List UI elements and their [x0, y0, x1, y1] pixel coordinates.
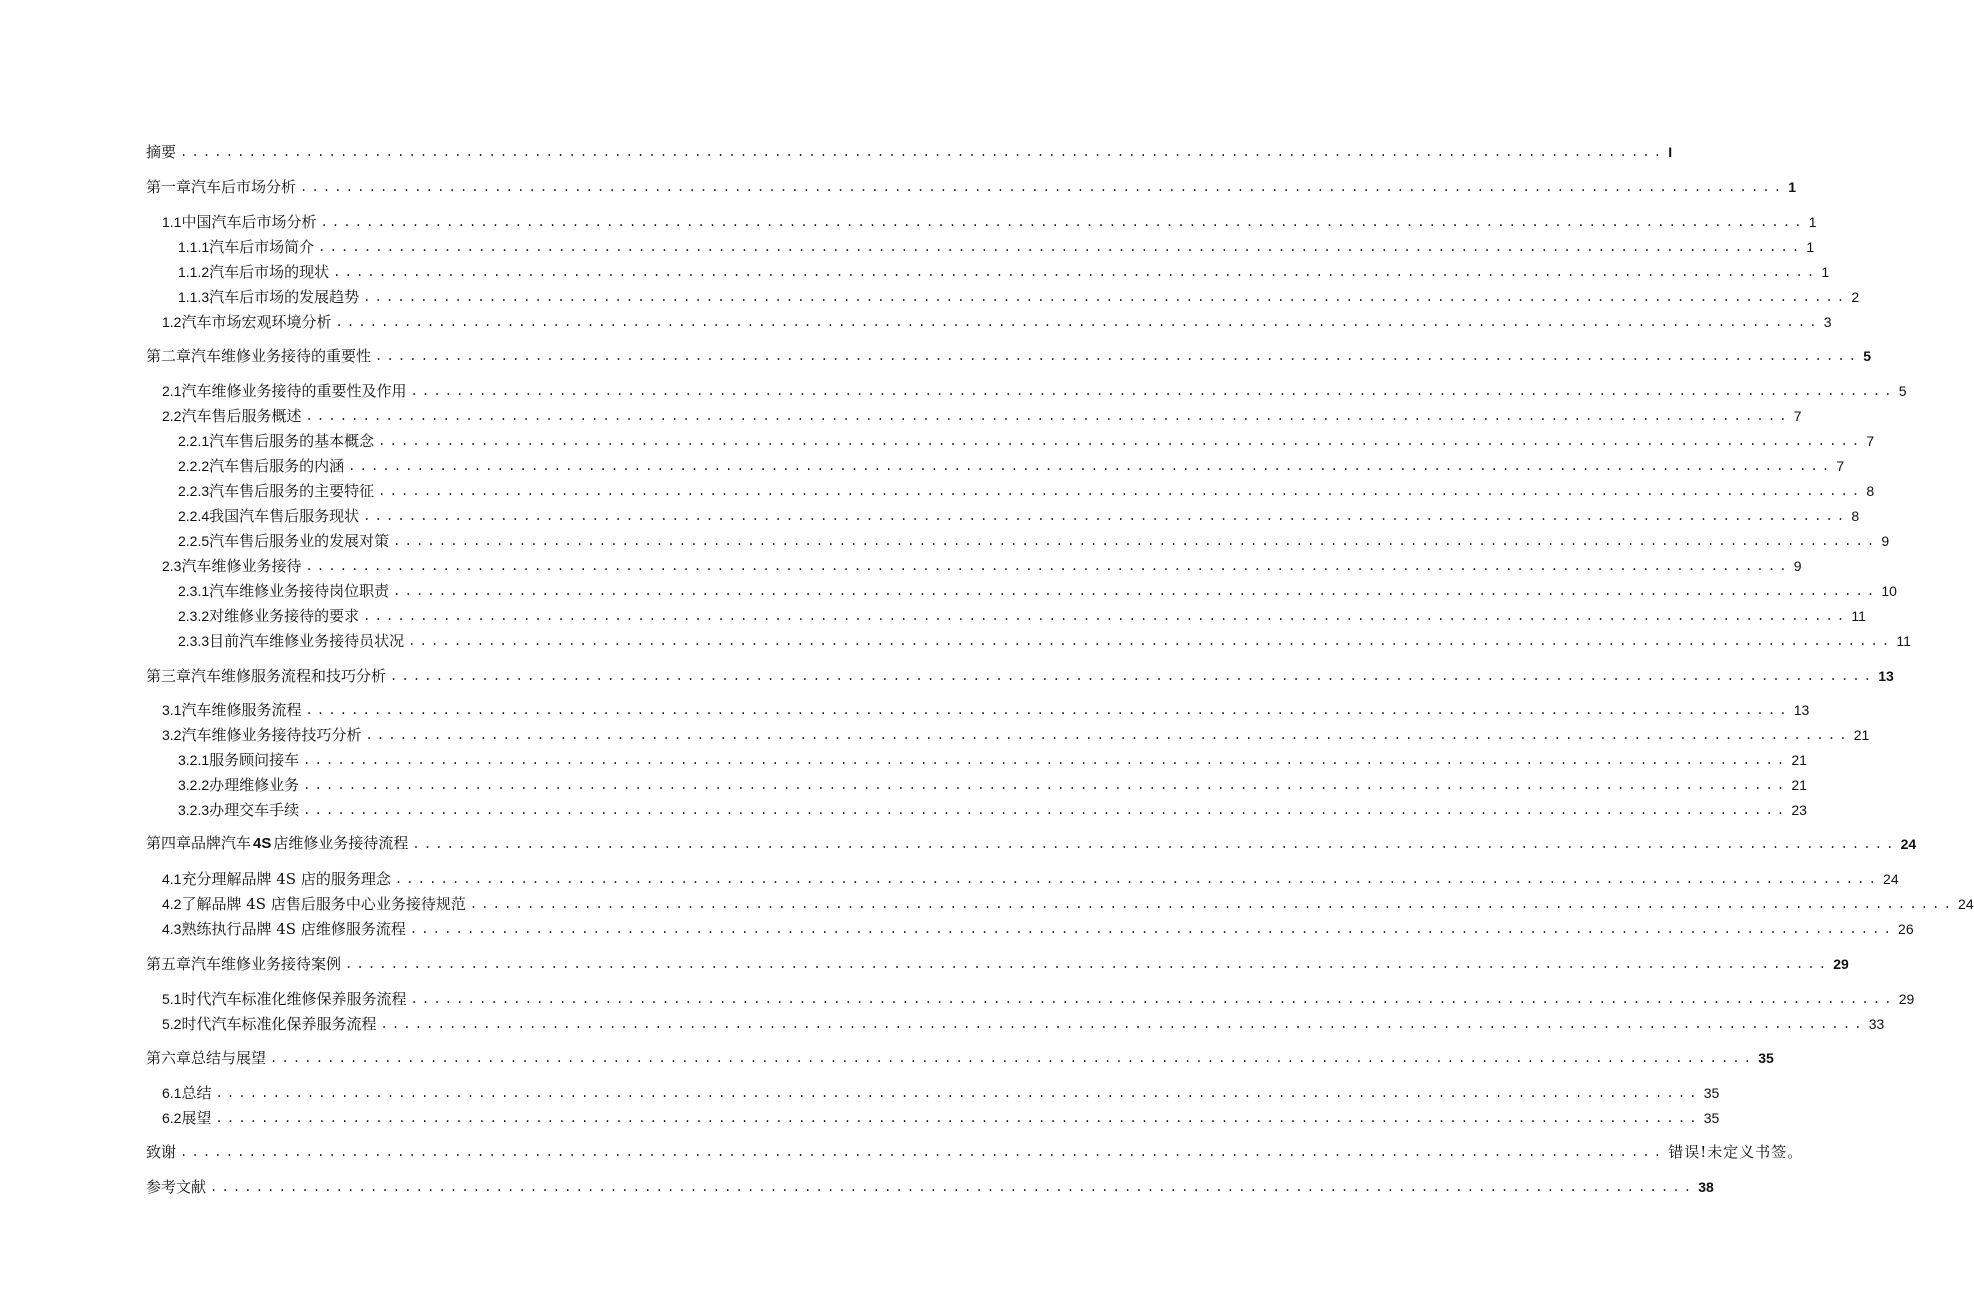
toc-entry-label: 服务顾问接车	[209, 751, 300, 769]
toc-entry-label: 第一章汽车后市场分析	[146, 178, 297, 196]
toc-entry-number: 2.1	[162, 383, 182, 399]
toc-entry-section[interactable]	[162, 376, 1907, 400]
leader-dots: ..................................................................................................................................	[305, 703, 1791, 717]
toc-entry-page: 35	[1703, 1110, 1720, 1126]
toc-entry-number: 3.2.1	[178, 752, 210, 768]
toc-entry-page: 13	[1878, 668, 1894, 684]
toc-entry-page: 35	[1758, 1050, 1774, 1066]
leader-dots: ..................................................................................................................................	[303, 803, 1789, 817]
toc-entry-label-4s: 4S	[253, 835, 272, 852]
toc-entry-label: 充分理解品牌 4S 店的服务理念	[181, 870, 391, 888]
leader-dots: ..................................................................................................................................	[380, 1017, 1866, 1031]
toc-entry-number: 3.1	[162, 702, 182, 718]
toc-entry-subsection[interactable]	[178, 576, 1897, 600]
leader-dots: ..................................................................................................................................	[180, 145, 1666, 159]
toc-entry-label: 我国汽车售后服务现状	[209, 507, 360, 525]
toc-entry-subsection[interactable]	[178, 426, 1875, 450]
leader-dots: ..................................................................................................................................	[305, 559, 1791, 573]
toc-entry-page: 1	[1808, 214, 1817, 230]
toc-entry-page: 9	[1793, 558, 1802, 574]
toc-entry-page: 7	[1866, 433, 1875, 449]
toc-entry-label: 汽车维修业务接待岗位职责	[209, 582, 390, 600]
toc-entry-label: 汽车市场宏观环境分析	[181, 313, 332, 331]
toc-entry-page: 8	[1851, 508, 1860, 524]
toc-entry-page: 21	[1791, 777, 1807, 793]
toc-entry-number: 2.2.2	[178, 458, 210, 474]
toc-entry-section[interactable]	[162, 1078, 1720, 1102]
toc-entry-page: 7	[1793, 408, 1802, 424]
toc-entry-subsection[interactable]	[178, 795, 1807, 819]
toc-entry-number: 6.1	[162, 1085, 182, 1101]
toc-entry-section[interactable]	[162, 307, 1832, 331]
toc-entry-section[interactable]	[162, 720, 1870, 744]
toc-entry-section[interactable]	[162, 984, 1915, 1008]
toc-entry-number: 2.2	[162, 408, 182, 424]
toc-entry-subsection[interactable]	[178, 745, 1807, 769]
toc-entry-page: I	[1668, 144, 1673, 160]
toc-entry-label: 汽车维修业务接待	[181, 557, 302, 575]
toc-entry-label: 致谢	[146, 1143, 177, 1161]
toc-entry-page-error: 错误!未定义书签。	[1668, 1143, 1804, 1161]
toc-entry-label	[146, 834, 408, 853]
leader-dots: ..................................................................................................................................	[305, 409, 1791, 423]
toc-entry-page: 7	[1836, 458, 1845, 474]
toc-entry-page: 8	[1866, 483, 1875, 499]
leader-dots: ..................................................................................................................................	[363, 609, 1849, 623]
toc-entry-page: 5	[1898, 383, 1907, 399]
leader-dots: ..................................................................................................................................	[408, 634, 1894, 648]
toc-entry-page: 38	[1698, 1179, 1714, 1195]
toc-entry-label: 第三章汽车维修服务流程和技巧分析	[146, 667, 387, 685]
toc-entry-label: 参考文献	[146, 1178, 207, 1196]
toc-entry-subsection[interactable]	[178, 282, 1860, 306]
leader-dots: ..................................................................................................................................	[469, 897, 1956, 911]
toc-entry-label: 汽车售后服务的基本概念	[209, 432, 375, 450]
toc-entry-section[interactable]	[162, 695, 1810, 719]
toc-entry-section[interactable]	[162, 1103, 1720, 1127]
toc-entry-number: 1.1.1	[178, 239, 210, 255]
toc-entry-label: 第二章汽车维修业务接待的重要性	[146, 347, 372, 365]
toc-entry-number: 3.2	[162, 727, 182, 743]
toc-entry-label: 中国汽车后市场分析	[181, 213, 317, 231]
toc-entry-page: 21	[1791, 752, 1807, 768]
leader-dots: ..................................................................................................................................	[270, 1051, 1756, 1065]
leader-dots: ..................................................................................................................................	[303, 753, 1789, 767]
toc-entry-number: 2.2.1	[178, 433, 210, 449]
toc-entry-label: 汽车后市场简介	[209, 238, 315, 256]
toc-entry-label: 第五章汽车维修业务接待案例	[146, 955, 342, 973]
toc-entry-section[interactable]	[162, 207, 1817, 231]
toc-entry-page: 1	[1806, 239, 1815, 255]
toc-entry-page: 11	[1851, 608, 1866, 624]
toc-entry-section[interactable]	[162, 401, 1802, 425]
leader-dots: ..................................................................................................................................	[412, 837, 1898, 851]
toc-entry-chapter-3[interactable]	[146, 661, 1894, 685]
toc-entry-label-part: 店维修业务接待流程	[273, 834, 409, 852]
toc-entry-number: 2.2.3	[178, 483, 210, 499]
toc-entry-abstract[interactable]	[146, 137, 1673, 161]
toc-entry-subsection[interactable]	[178, 451, 1845, 475]
toc-entry-section[interactable]	[162, 864, 1899, 888]
toc-entry-number: 3.2.2	[178, 777, 210, 793]
leader-dots: ..................................................................................................................................	[393, 584, 1879, 598]
toc-entry-label: 汽车售后服务的主要特征	[209, 482, 375, 500]
toc-entry-page: 33	[1868, 1016, 1885, 1032]
toc-entry-page: 21	[1853, 727, 1870, 743]
toc-entry-label: 汽车售后服务业的发展对策	[209, 532, 390, 550]
toc-entry-label: 汽车后市场的现状	[209, 263, 330, 281]
toc-entry-number: 2.2.4	[178, 508, 210, 524]
toc-entry-number: 6.2	[162, 1110, 182, 1126]
leader-dots: ..................................................................................................................................	[363, 290, 1849, 304]
toc-entry-chapter-5[interactable]	[146, 949, 1849, 973]
toc-entry-page: 23	[1791, 802, 1807, 818]
toc-entry-label: 汽车后市场的发展趋势	[209, 288, 360, 306]
toc-entry-subsection[interactable]	[178, 257, 1830, 281]
toc-entry-page: 10	[1881, 583, 1897, 599]
toc-entry-number: 5.1	[162, 991, 182, 1007]
toc-entry-label: 熟练执行品牌 4S 店维修服务流程	[181, 920, 406, 938]
toc-entry-subsection[interactable]	[178, 476, 1875, 500]
toc-entry-chapter-1[interactable]	[146, 172, 1797, 196]
toc-entry-label: 时代汽车标准化维修保养服务流程	[181, 990, 407, 1008]
toc-entry-label: 汽车售后服务的内涵	[209, 457, 345, 475]
toc-entry-number: 5.2	[162, 1016, 182, 1032]
toc-entry-page: 3	[1823, 314, 1832, 330]
leader-dots: ..................................................................................................................................	[215, 1086, 1701, 1100]
toc-entry-label-part: 第四章品牌汽车	[146, 834, 252, 852]
toc-entry-subsection[interactable]	[178, 770, 1807, 794]
toc-entry-acknowledgements[interactable]	[146, 1137, 1804, 1161]
toc-entry-label: 办理交车手续	[209, 801, 300, 819]
toc-entry-page: 9	[1881, 533, 1890, 549]
toc-entry-label: 汽车维修业务接待的重要性及作用	[181, 382, 407, 400]
toc-entry-section[interactable]	[162, 551, 1802, 575]
toc-entry-number: 2.3.2	[178, 608, 210, 624]
toc-entry-label: 目前汽车维修业务接待员状况	[209, 632, 405, 650]
toc-entry-section[interactable]	[162, 1009, 1885, 1033]
leader-dots: ..................................................................................................................................	[378, 434, 1864, 448]
toc-entry-subsection[interactable]	[178, 501, 1860, 525]
leader-dots: ..................................................................................................................................	[345, 957, 1831, 971]
toc-entry-page: 29	[1833, 956, 1849, 972]
leader-dots: ..................................................................................................................................	[300, 180, 1786, 194]
toc-entry-label: 办理维修业务	[209, 776, 300, 794]
toc-entry-page: 35	[1703, 1085, 1720, 1101]
leader-dots: ..................................................................................................................................	[333, 265, 1819, 279]
toc-entry-label: 对维修业务接待的要求	[209, 607, 360, 625]
toc-entry-number: 1.1.2	[178, 264, 210, 280]
leader-dots: ..................................................................................................................................	[409, 922, 1896, 936]
toc-entry-section[interactable]	[162, 914, 1914, 938]
toc-entry-references[interactable]	[146, 1172, 1714, 1196]
toc-entry-page: 5	[1863, 348, 1872, 364]
toc-entry-label: 第六章总结与展望	[146, 1049, 267, 1067]
toc-entry-label: 汽车维修业务接待技巧分析	[181, 726, 362, 744]
toc-entry-page: 1	[1788, 179, 1797, 195]
toc-entry-label: 汽车维修服务流程	[181, 701, 302, 719]
toc-entry-number: 4.2	[162, 896, 182, 912]
leader-dots: ..................................................................................................................................	[210, 1180, 1696, 1194]
toc-entry-page: 24	[1958, 896, 1974, 912]
toc-entry-page: 24	[1883, 871, 1899, 887]
toc-entry-page: 11	[1896, 633, 1911, 649]
toc-entry-subsection[interactable]	[178, 626, 1911, 650]
toc-entry-number: 1.1	[162, 214, 182, 230]
toc-entry-label: 时代汽车标准化保养服务流程	[181, 1015, 377, 1033]
leader-dots: ..................................................................................................................................	[348, 459, 1834, 473]
leader-dots: ..................................................................................................................................	[335, 315, 1821, 329]
leader-dots: ..................................................................................................................................	[363, 509, 1849, 523]
toc-entry-number: 3.2.3	[178, 802, 210, 818]
toc-entry-page: 1	[1821, 264, 1830, 280]
leader-dots: ..................................................................................................................................	[378, 484, 1864, 498]
toc-entry-label: 了解品牌 4S 店售后服务中心业务接待规范	[181, 895, 466, 913]
toc-entry-number: 4.3	[162, 921, 182, 937]
leader-dots: ..................................................................................................................................	[390, 669, 1876, 683]
leader-dots: ..................................................................................................................................	[410, 992, 1896, 1006]
toc-entry-chapter-6[interactable]	[146, 1043, 1774, 1067]
toc-entry-subsection[interactable]	[178, 232, 1815, 256]
toc-entry-number: 2.3	[162, 558, 182, 574]
leader-dots: ..................................................................................................................................	[180, 1145, 1666, 1159]
toc-entry-subsection[interactable]	[178, 601, 1866, 625]
leader-dots: ..................................................................................................................................	[410, 384, 1896, 398]
leader-dots: ..................................................................................................................................	[393, 534, 1879, 548]
toc-entry-label: 汽车售后服务概述	[181, 407, 302, 425]
toc-entry-page: 2	[1851, 289, 1860, 305]
leader-dots: ..................................................................................................................................	[375, 349, 1861, 363]
leader-dots: ..................................................................................................................................	[215, 1111, 1701, 1125]
toc-entry-label: 总结	[181, 1084, 212, 1102]
leader-dots: ..................................................................................................................................	[320, 215, 1806, 229]
toc-entry-page: 13	[1793, 702, 1810, 718]
leader-dots: ..................................................................................................................................	[318, 240, 1804, 254]
toc-entry-number: 2.3.1	[178, 583, 210, 599]
toc-entry-page: 29	[1898, 991, 1915, 1007]
toc-entry-page: 24	[1900, 836, 1917, 852]
toc-entry-number: 1.2	[162, 314, 182, 330]
toc-entry-chapter-4[interactable]	[146, 829, 1917, 853]
toc-entry-chapter-2[interactable]	[146, 341, 1872, 365]
toc-entry-section[interactable]	[162, 889, 1974, 913]
toc-entry-number: 2.2.5	[178, 533, 210, 549]
toc-entry-number: 2.3.3	[178, 633, 210, 649]
toc-entry-label: 展望	[181, 1109, 212, 1127]
leader-dots: ..................................................................................................................................	[303, 778, 1789, 792]
toc-entry-number: 4.1	[162, 871, 182, 887]
toc-entry-page: 26	[1898, 921, 1914, 937]
leader-dots: ..................................................................................................................................	[394, 872, 1881, 886]
toc-entry-number: 1.1.3	[178, 289, 210, 305]
toc-entry-label: 摘要	[146, 143, 177, 161]
leader-dots: ..................................................................................................................................	[365, 728, 1851, 742]
toc-entry-subsection[interactable]	[178, 526, 1890, 550]
